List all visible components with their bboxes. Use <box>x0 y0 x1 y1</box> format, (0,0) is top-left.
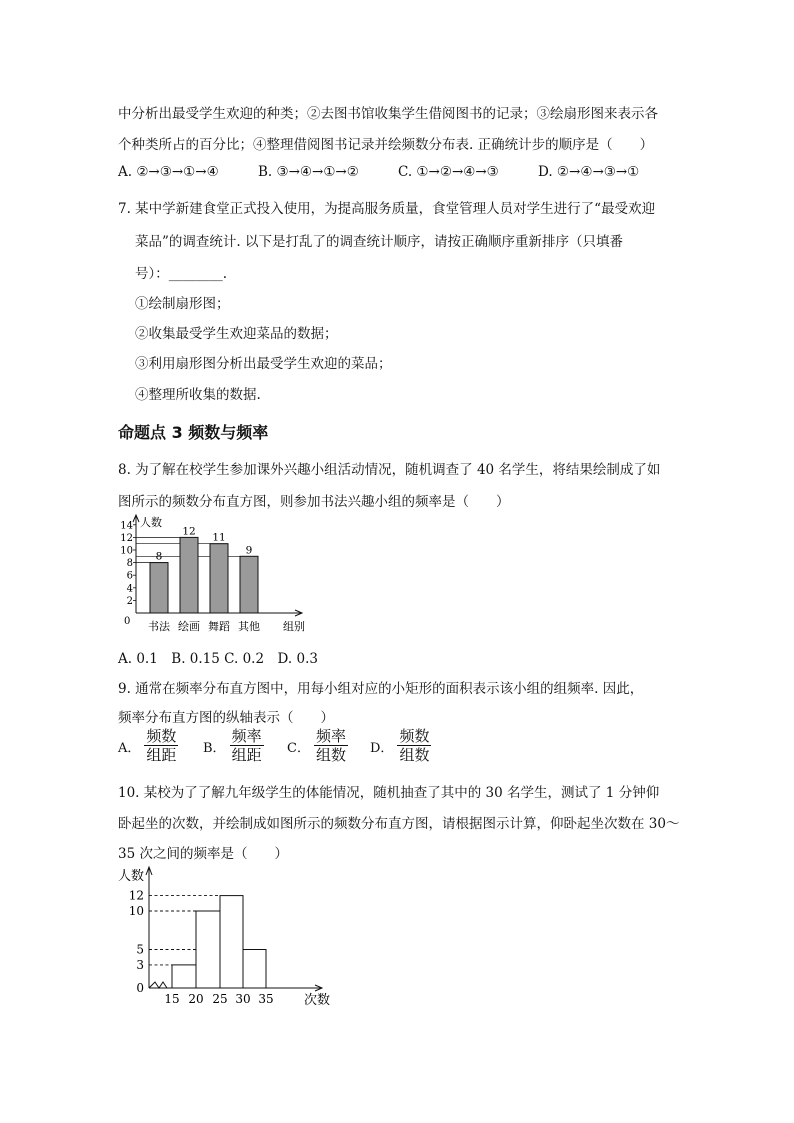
bar <box>150 563 168 613</box>
x-axis-title: 组别 <box>283 620 305 633</box>
q10-stem-line-3: 35 次之间的频率是（ ） <box>118 846 288 862</box>
q9-option-a-denominator: 组距 <box>146 746 177 764</box>
q9-option-a-fraction <box>144 728 178 764</box>
q9-stem-line-2: 频率分布直方图的纵轴表示（ ） <box>118 710 334 726</box>
y-tick-label: 10 <box>128 904 144 918</box>
y-axis-title: 人数 <box>140 516 162 529</box>
q6-option-b: B. ③→④→①→② <box>258 164 359 180</box>
bar <box>240 556 258 613</box>
y-tick-label: 8 <box>126 558 133 570</box>
y-tick-label: 0 <box>124 616 131 627</box>
q8-stem-line-1: 8. 为了解在校学生参加课外兴趣小组活动情况，随机调查了 40 名学生，将结果绘制成了如 <box>118 462 661 478</box>
x-category-label: 舞蹈 <box>208 620 230 633</box>
y-tick-label: 14 <box>120 520 133 532</box>
y-tick-label: 2 <box>126 595 133 607</box>
bar <box>180 537 198 613</box>
q9-option-d-denominator: 组数 <box>399 746 430 764</box>
x-tick-label: 30 <box>235 992 251 1006</box>
q9-stem-line-1: 9. 通常在频率分布直方图中，用每小组对应的小矩形的面积表示该小组的组频率. 因此， <box>118 681 644 697</box>
q9-option-d-label: D． <box>370 740 394 756</box>
y-tick-label: 12 <box>128 888 144 903</box>
q7-stem-line-1: 7. 某中学新建食堂正式投入使用，为提高服务质量，食堂管理人员对学生进行了“最受欢迎 <box>118 201 656 217</box>
x-tick-label: 20 <box>188 992 204 1006</box>
x-category-label: 绘画 <box>178 620 200 633</box>
q8-histogram <box>112 512 332 637</box>
q9-option-d <box>370 728 437 764</box>
x-tick-label: 25 <box>212 992 228 1006</box>
bar <box>220 896 243 988</box>
q9-option-c <box>287 728 354 764</box>
q7-step-1: ①绘制扇形图； <box>135 296 230 312</box>
q6-option-a: A. ②→③→①→④ <box>118 164 219 180</box>
q8-stem-line-2: 图所示的频数分布直方图，则参加书法兴趣小组的频率是（ ） <box>118 494 510 510</box>
q9-option-a-numerator: 频数 <box>146 727 177 745</box>
q7-step-4: ④整理所收集的数据. <box>135 387 261 403</box>
bar-value-label: 12 <box>182 525 196 538</box>
bar <box>196 911 220 988</box>
q6-option-c: C. ①→②→④→③ <box>398 164 499 180</box>
y-tick-label: 12 <box>120 532 133 544</box>
q10-stem-line-1: 10. 某校为了了解九年级学生的体能情况，随机抽查了其中的 30 名学生，测试了 1 分钟仰 <box>118 785 660 801</box>
q7-step-2: ②收集最受学生欢迎菜品的数据； <box>135 326 338 342</box>
section-heading: 命题点 3 频数与频率 <box>118 423 269 442</box>
y-tick-label: 10 <box>120 545 133 557</box>
q7-stem-line-3: 号）：________. <box>135 266 228 282</box>
q9-option-a <box>118 728 184 764</box>
bar-value-label: 8 <box>155 550 163 563</box>
q9-option-c-fraction <box>314 728 348 764</box>
x-category-label: 书法 <box>148 620 170 633</box>
x-tick-label: 35 <box>258 992 274 1006</box>
q9-option-b-fraction <box>230 728 264 764</box>
x-tick-label: 15 <box>164 992 180 1006</box>
bar <box>210 544 228 613</box>
q9-option-b-denominator: 组距 <box>231 746 262 764</box>
q9-option-c-denominator: 组数 <box>315 746 346 764</box>
q9-option-b <box>203 728 270 764</box>
bar-value-label: 11 <box>212 531 226 544</box>
q7-step-3: ③利用扇形图分析出最受学生欢迎的菜品； <box>135 356 392 372</box>
q10-stem-line-2: 卧起坐的次数，并绘制成如图所示的频数分布直方图，请根据图示计算，仰卧起坐次数在 30～ <box>118 816 680 832</box>
bar <box>243 950 266 989</box>
q7-stem-line-2: 菜品”的调查统计. 以下是打乱了的调查统计顺序，请按正确顺序重新排序（只填番 <box>135 234 623 250</box>
y-tick-label: 6 <box>126 570 133 582</box>
q9-option-a-label: A． <box>118 740 141 756</box>
y-axis-title: 人数 <box>118 869 145 884</box>
q6-text-line-1: 中分析出最受学生欢迎的种类；②去图书馆收集学生借阅图书的记录；③绘扇形图来表示各 <box>118 106 658 122</box>
q9-option-b-label: B． <box>203 740 226 756</box>
q8-options: A. 0.1 B. 0.15 C. 0.2 D. 0.3 <box>118 651 318 667</box>
q9-option-c-label: C． <box>287 740 310 756</box>
y-tick-label: 4 <box>126 583 133 595</box>
y-tick-label: 3 <box>136 957 144 972</box>
q10-histogram <box>110 862 350 1012</box>
x-axis-title: 次数 <box>304 993 331 1008</box>
q9-option-d-fraction <box>397 728 431 764</box>
axis-break-mark <box>149 982 167 988</box>
y-tick-label: 0 <box>136 981 144 995</box>
bar-value-label: 9 <box>245 544 253 557</box>
q6-option-d: D. ②→④→③→① <box>538 164 640 180</box>
q6-text-line-2: 个种类所占的百分比；④整理借阅图书记录并绘频数分布表. 正确统计步的顺序是（ ） <box>118 137 654 153</box>
y-tick-label: 5 <box>136 942 144 957</box>
q9-option-b-numerator: 频率 <box>231 727 262 745</box>
q9-option-d-numerator: 频数 <box>399 727 430 745</box>
bar <box>172 965 196 988</box>
q9-option-c-numerator: 频率 <box>315 727 346 745</box>
x-category-label: 其他 <box>238 620 260 633</box>
